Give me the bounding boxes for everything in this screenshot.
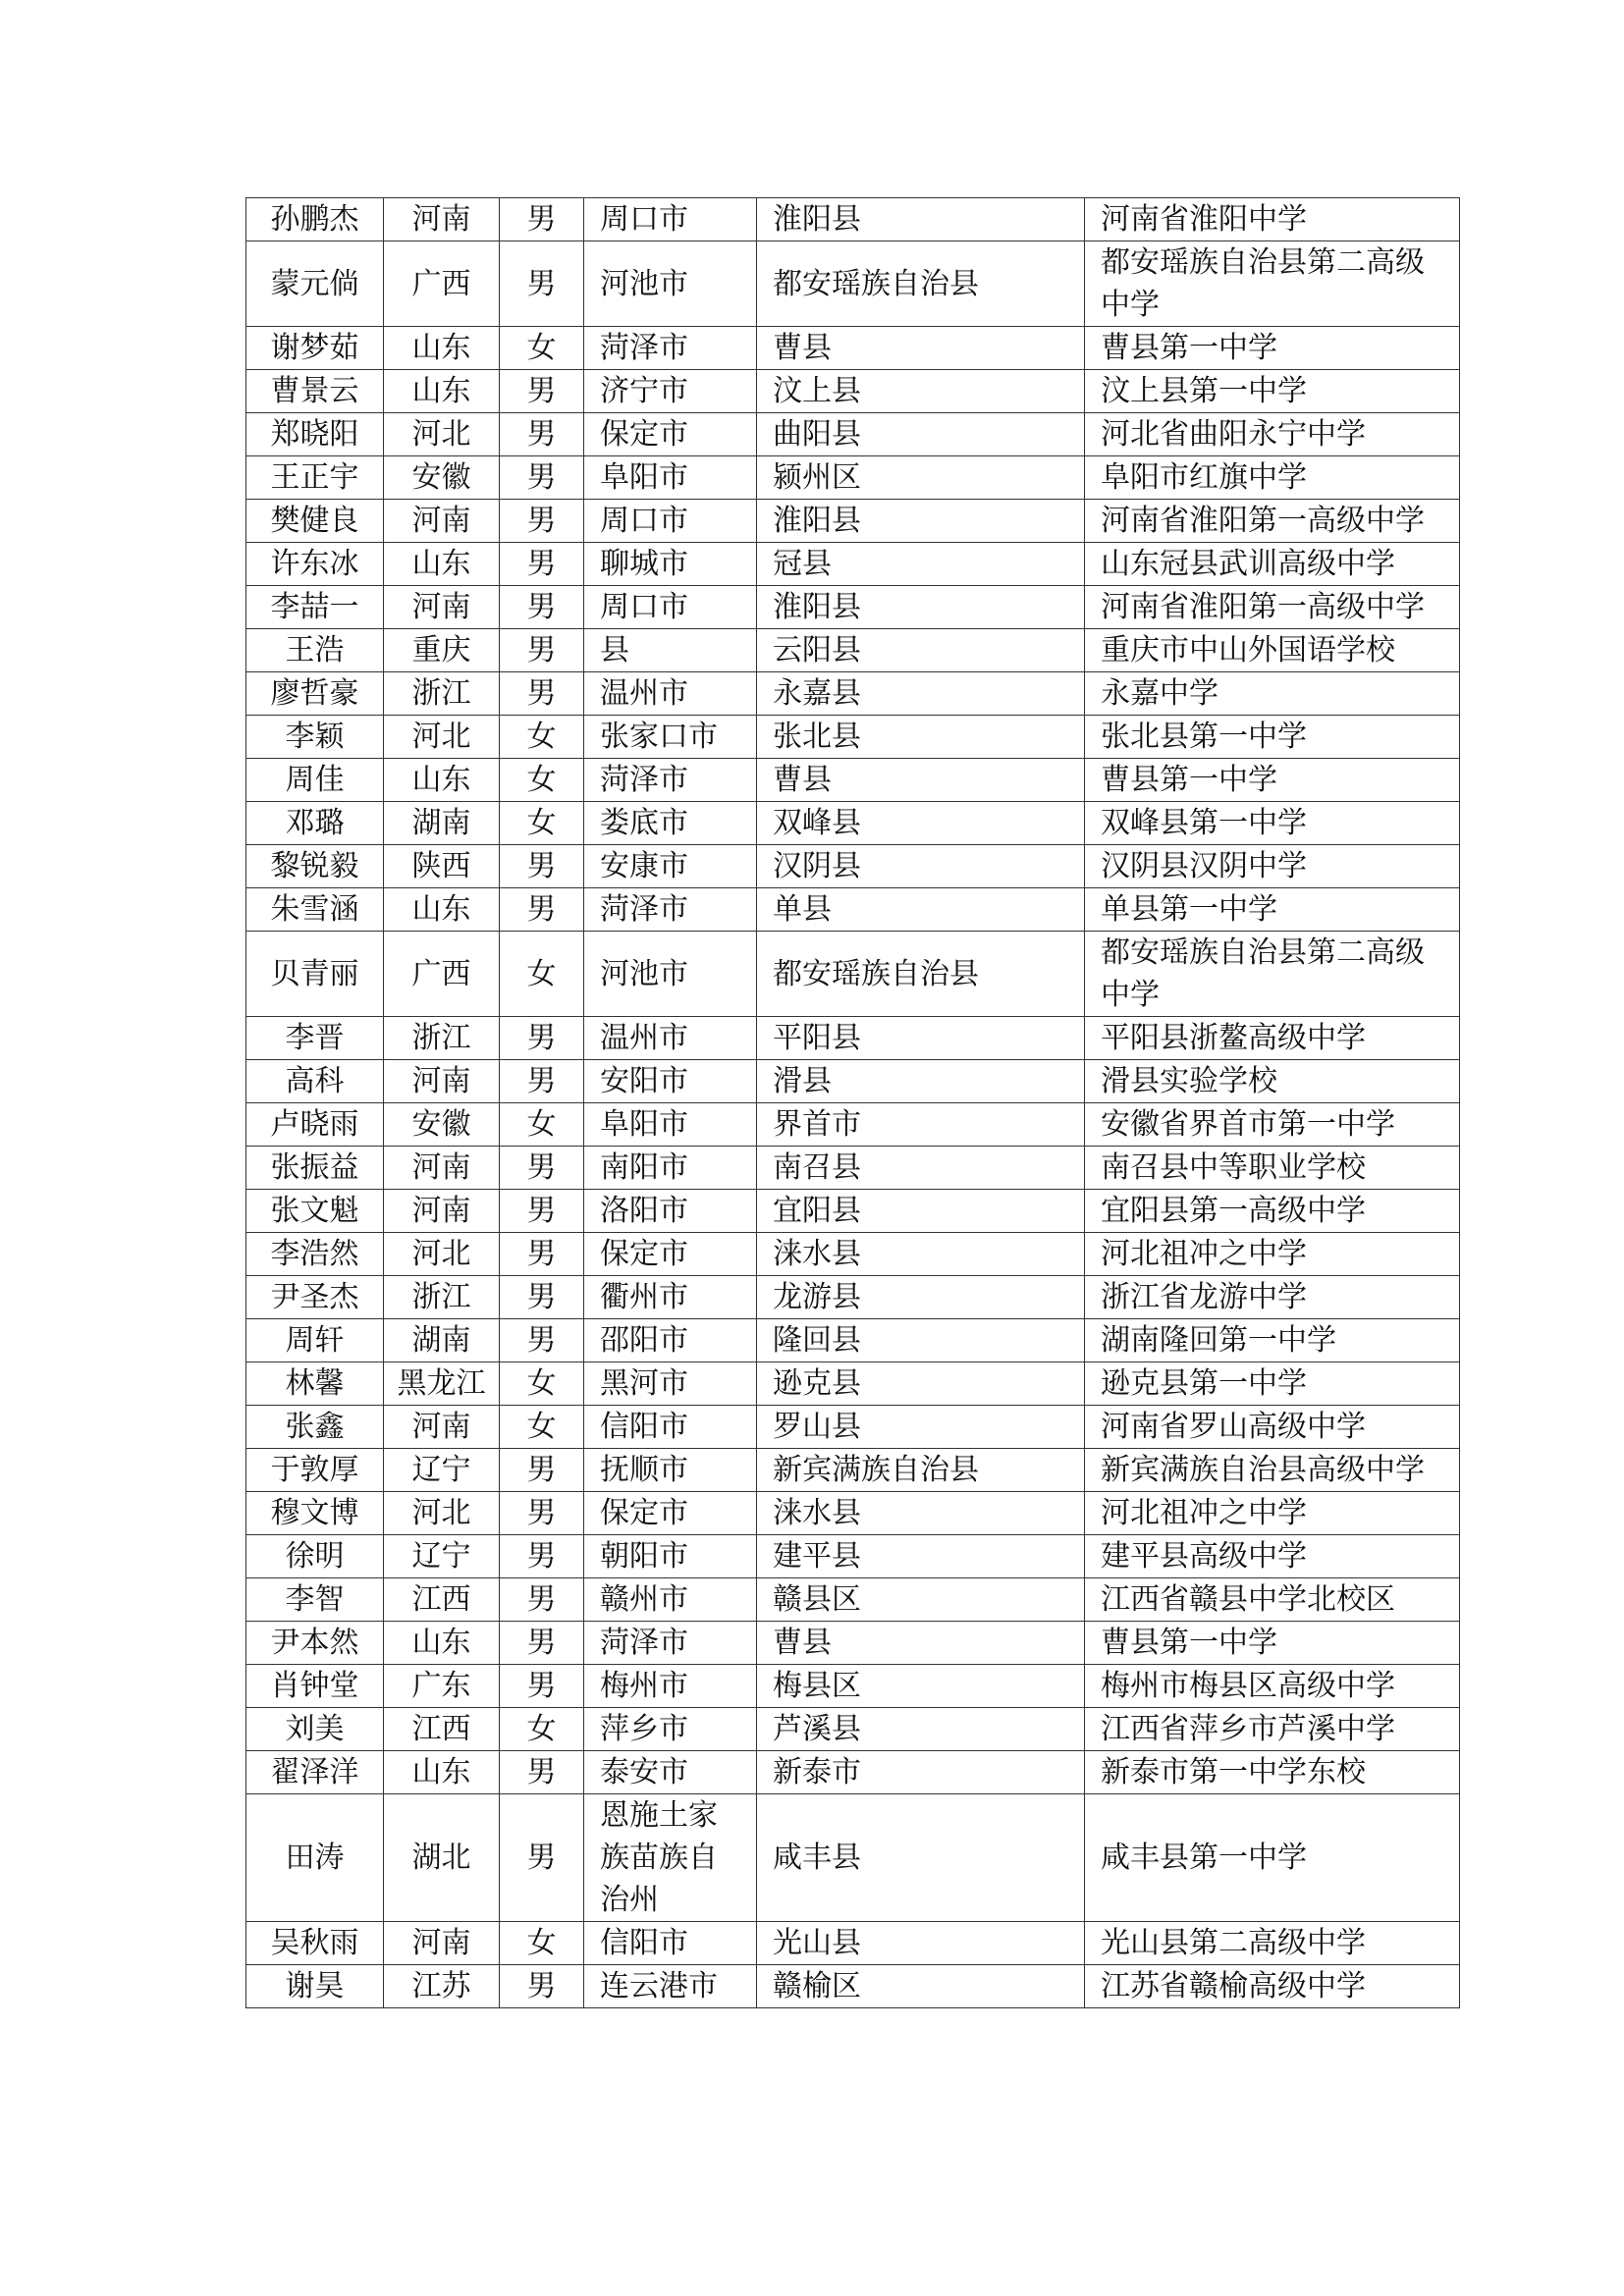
cell-name: 穆文博 xyxy=(246,1492,384,1535)
cell-county: 冠县 xyxy=(757,543,1085,586)
cell-sex: 女 xyxy=(500,1708,584,1751)
cell-city: 恩施土家族苗族自治州 xyxy=(584,1794,757,1922)
cell-city: 梅州市 xyxy=(584,1665,757,1708)
cell-school: 曹县第一中学 xyxy=(1085,327,1460,370)
cell-sex: 女 xyxy=(500,932,584,1017)
cell-province: 辽宁 xyxy=(384,1449,500,1492)
cell-county: 梅县区 xyxy=(757,1665,1085,1708)
cell-sex: 女 xyxy=(500,716,584,759)
cell-city: 张家口市 xyxy=(584,716,757,759)
table-row xyxy=(246,1708,1460,1751)
cell-county: 都安瑶族自治县 xyxy=(757,932,1085,1017)
cell-province: 河北 xyxy=(384,413,500,456)
cell-county: 咸丰县 xyxy=(757,1794,1085,1922)
cell-county: 宜阳县 xyxy=(757,1190,1085,1233)
table-row xyxy=(246,1362,1460,1406)
cell-name: 李颖 xyxy=(246,716,384,759)
cell-name: 郑晓阳 xyxy=(246,413,384,456)
table-row xyxy=(246,327,1460,370)
cell-sex: 女 xyxy=(500,1362,584,1406)
table-row xyxy=(246,1492,1460,1535)
cell-county: 南召县 xyxy=(757,1147,1085,1190)
cell-county: 云阳县 xyxy=(757,629,1085,672)
cell-city: 菏泽市 xyxy=(584,327,757,370)
cell-school: 安徽省界首市第一中学 xyxy=(1085,1103,1460,1147)
cell-name: 尹圣杰 xyxy=(246,1276,384,1319)
cell-sex: 男 xyxy=(500,370,584,413)
cell-county: 曹县 xyxy=(757,327,1085,370)
cell-province: 河南 xyxy=(384,586,500,629)
cell-school: 都安瑶族自治县第二高级中学 xyxy=(1085,932,1460,1017)
cell-school: 河南省淮阳中学 xyxy=(1085,198,1460,241)
cell-city: 萍乡市 xyxy=(584,1708,757,1751)
cell-school: 滑县实验学校 xyxy=(1085,1060,1460,1103)
cell-county: 淮阳县 xyxy=(757,198,1085,241)
cell-city: 娄底市 xyxy=(584,802,757,845)
cell-name: 李浩然 xyxy=(246,1233,384,1276)
cell-school: 湖南隆回第一中学 xyxy=(1085,1319,1460,1362)
cell-school: 汉阴县汉阴中学 xyxy=(1085,845,1460,888)
cell-name: 尹本然 xyxy=(246,1622,384,1665)
cell-school: 江西省萍乡市芦溪中学 xyxy=(1085,1708,1460,1751)
cell-name: 张文魁 xyxy=(246,1190,384,1233)
cell-sex: 男 xyxy=(500,1017,584,1060)
cell-county: 赣榆区 xyxy=(757,1965,1085,2008)
cell-sex: 男 xyxy=(500,1622,584,1665)
cell-sex: 男 xyxy=(500,1665,584,1708)
cell-city: 连云港市 xyxy=(584,1965,757,2008)
cell-name: 许东冰 xyxy=(246,543,384,586)
cell-name: 黎锐毅 xyxy=(246,845,384,888)
cell-city: 洛阳市 xyxy=(584,1190,757,1233)
cell-province: 河南 xyxy=(384,1190,500,1233)
cell-province: 安徽 xyxy=(384,1103,500,1147)
cell-sex: 男 xyxy=(500,500,584,543)
cell-school: 河北省曲阳永宁中学 xyxy=(1085,413,1460,456)
cell-school: 山东冠县武训高级中学 xyxy=(1085,543,1460,586)
table-row xyxy=(246,1017,1460,1060)
cell-school: 永嘉中学 xyxy=(1085,672,1460,716)
cell-sex: 女 xyxy=(500,327,584,370)
table-row xyxy=(246,845,1460,888)
cell-county: 颍州区 xyxy=(757,456,1085,500)
cell-county: 曲阳县 xyxy=(757,413,1085,456)
cell-province: 江苏 xyxy=(384,1965,500,2008)
cell-school: 新泰市第一中学东校 xyxy=(1085,1751,1460,1794)
cell-sex: 男 xyxy=(500,1233,584,1276)
cell-city: 泰安市 xyxy=(584,1751,757,1794)
cell-sex: 男 xyxy=(500,845,584,888)
cell-sex: 女 xyxy=(500,759,584,802)
cell-city: 温州市 xyxy=(584,1017,757,1060)
cell-city: 河池市 xyxy=(584,241,757,327)
cell-school: 河南省淮阳第一高级中学 xyxy=(1085,586,1460,629)
cell-province: 山东 xyxy=(384,1751,500,1794)
table-row xyxy=(246,500,1460,543)
cell-sex: 男 xyxy=(500,543,584,586)
table-row xyxy=(246,1665,1460,1708)
cell-county: 新泰市 xyxy=(757,1751,1085,1794)
cell-province: 河北 xyxy=(384,1492,500,1535)
cell-county: 汶上县 xyxy=(757,370,1085,413)
cell-school: 江西省赣县中学北校区 xyxy=(1085,1578,1460,1622)
cell-province: 山东 xyxy=(384,1622,500,1665)
cell-province: 广东 xyxy=(384,1665,500,1708)
cell-city: 衢州市 xyxy=(584,1276,757,1319)
cell-province: 安徽 xyxy=(384,456,500,500)
cell-school: 河北祖冲之中学 xyxy=(1085,1492,1460,1535)
cell-name: 高科 xyxy=(246,1060,384,1103)
cell-province: 黑龙江 xyxy=(384,1362,500,1406)
cell-city: 保定市 xyxy=(584,1492,757,1535)
cell-county: 隆回县 xyxy=(757,1319,1085,1362)
cell-county: 淮阳县 xyxy=(757,586,1085,629)
cell-sex: 女 xyxy=(500,1103,584,1147)
cell-province: 陕西 xyxy=(384,845,500,888)
cell-sex: 男 xyxy=(500,888,584,932)
cell-sex: 女 xyxy=(500,1922,584,1965)
cell-school: 都安瑶族自治县第二高级中学 xyxy=(1085,241,1460,327)
cell-county: 涞水县 xyxy=(757,1233,1085,1276)
cell-city: 黑河市 xyxy=(584,1362,757,1406)
cell-city: 菏泽市 xyxy=(584,888,757,932)
cell-province: 河南 xyxy=(384,1922,500,1965)
table-row xyxy=(246,1060,1460,1103)
cell-sex: 男 xyxy=(500,1276,584,1319)
cell-sex: 男 xyxy=(500,1060,584,1103)
cell-province: 山东 xyxy=(384,370,500,413)
cell-name: 王浩 xyxy=(246,629,384,672)
cell-province: 浙江 xyxy=(384,1276,500,1319)
cell-province: 广西 xyxy=(384,932,500,1017)
cell-school: 南召县中等职业学校 xyxy=(1085,1147,1460,1190)
cell-city: 保定市 xyxy=(584,1233,757,1276)
cell-name: 周佳 xyxy=(246,759,384,802)
cell-sex: 男 xyxy=(500,1965,584,2008)
table-row xyxy=(246,586,1460,629)
cell-county: 永嘉县 xyxy=(757,672,1085,716)
cell-school: 光山县第二高级中学 xyxy=(1085,1922,1460,1965)
cell-county: 淮阳县 xyxy=(757,500,1085,543)
cell-name: 樊健良 xyxy=(246,500,384,543)
table-row xyxy=(246,1103,1460,1147)
table-row xyxy=(246,1406,1460,1449)
cell-province: 山东 xyxy=(384,759,500,802)
cell-county: 建平县 xyxy=(757,1535,1085,1578)
cell-school: 河北祖冲之中学 xyxy=(1085,1233,1460,1276)
table-row xyxy=(246,1578,1460,1622)
cell-name: 曹景云 xyxy=(246,370,384,413)
cell-name: 谢昊 xyxy=(246,1965,384,2008)
cell-city: 周口市 xyxy=(584,500,757,543)
cell-province: 山东 xyxy=(384,327,500,370)
cell-city: 安康市 xyxy=(584,845,757,888)
cell-city: 菏泽市 xyxy=(584,759,757,802)
cell-province: 广西 xyxy=(384,241,500,327)
cell-name: 田涛 xyxy=(246,1794,384,1922)
cell-province: 江西 xyxy=(384,1578,500,1622)
cell-sex: 女 xyxy=(500,802,584,845)
cell-county: 光山县 xyxy=(757,1922,1085,1965)
cell-province: 江西 xyxy=(384,1708,500,1751)
table-row xyxy=(246,198,1460,241)
cell-sex: 男 xyxy=(500,586,584,629)
cell-school: 咸丰县第一中学 xyxy=(1085,1794,1460,1922)
cell-school: 新宾满族自治县高级中学 xyxy=(1085,1449,1460,1492)
cell-city: 安阳市 xyxy=(584,1060,757,1103)
cell-sex: 男 xyxy=(500,1578,584,1622)
cell-name: 李智 xyxy=(246,1578,384,1622)
cell-province: 河南 xyxy=(384,500,500,543)
table-row xyxy=(246,932,1460,1017)
cell-school: 汶上县第一中学 xyxy=(1085,370,1460,413)
cell-province: 湖南 xyxy=(384,802,500,845)
cell-city: 南阳市 xyxy=(584,1147,757,1190)
cell-name: 徐明 xyxy=(246,1535,384,1578)
cell-school: 曹县第一中学 xyxy=(1085,1622,1460,1665)
cell-city: 朝阳市 xyxy=(584,1535,757,1578)
cell-county: 龙游县 xyxy=(757,1276,1085,1319)
table-row xyxy=(246,370,1460,413)
cell-province: 山东 xyxy=(384,543,500,586)
cell-sex: 男 xyxy=(500,198,584,241)
table-row xyxy=(246,716,1460,759)
cell-city: 县 xyxy=(584,629,757,672)
cell-sex: 男 xyxy=(500,1190,584,1233)
table-row xyxy=(246,1622,1460,1665)
cell-sex: 男 xyxy=(500,1794,584,1922)
student-table xyxy=(245,197,1460,2008)
cell-county: 双峰县 xyxy=(757,802,1085,845)
cell-city: 信阳市 xyxy=(584,1406,757,1449)
table-row xyxy=(246,1190,1460,1233)
table-row xyxy=(246,1535,1460,1578)
cell-city: 信阳市 xyxy=(584,1922,757,1965)
cell-name: 张鑫 xyxy=(246,1406,384,1449)
cell-city: 温州市 xyxy=(584,672,757,716)
cell-city: 阜阳市 xyxy=(584,456,757,500)
cell-province: 湖南 xyxy=(384,1319,500,1362)
table-row xyxy=(246,1233,1460,1276)
cell-school: 河南省淮阳第一高级中学 xyxy=(1085,500,1460,543)
cell-school: 阜阳市红旗中学 xyxy=(1085,456,1460,500)
cell-sex: 女 xyxy=(500,1406,584,1449)
cell-city: 邵阳市 xyxy=(584,1319,757,1362)
cell-province: 浙江 xyxy=(384,1017,500,1060)
cell-county: 滑县 xyxy=(757,1060,1085,1103)
cell-school: 曹县第一中学 xyxy=(1085,759,1460,802)
cell-school: 逊克县第一中学 xyxy=(1085,1362,1460,1406)
cell-name: 张振益 xyxy=(246,1147,384,1190)
cell-city: 周口市 xyxy=(584,198,757,241)
cell-name: 贝青丽 xyxy=(246,932,384,1017)
cell-sex: 男 xyxy=(500,413,584,456)
cell-name: 吴秋雨 xyxy=(246,1922,384,1965)
cell-sex: 男 xyxy=(500,1319,584,1362)
cell-sex: 男 xyxy=(500,1449,584,1492)
cell-name: 翟泽洋 xyxy=(246,1751,384,1794)
cell-name: 孙鹏杰 xyxy=(246,198,384,241)
cell-county: 涞水县 xyxy=(757,1492,1085,1535)
cell-sex: 男 xyxy=(500,629,584,672)
cell-county: 界首市 xyxy=(757,1103,1085,1147)
cell-name: 蒙元倘 xyxy=(246,241,384,327)
cell-name: 王正宇 xyxy=(246,456,384,500)
cell-school: 浙江省龙游中学 xyxy=(1085,1276,1460,1319)
cell-school: 梅州市梅县区高级中学 xyxy=(1085,1665,1460,1708)
cell-county: 单县 xyxy=(757,888,1085,932)
cell-sex: 男 xyxy=(500,1492,584,1535)
cell-province: 湖北 xyxy=(384,1794,500,1922)
cell-sex: 男 xyxy=(500,241,584,327)
cell-school: 江苏省赣榆高级中学 xyxy=(1085,1965,1460,2008)
cell-province: 河北 xyxy=(384,1233,500,1276)
cell-county: 都安瑶族自治县 xyxy=(757,241,1085,327)
cell-county: 赣县区 xyxy=(757,1578,1085,1622)
cell-province: 河南 xyxy=(384,1060,500,1103)
cell-sex: 男 xyxy=(500,672,584,716)
cell-school: 双峰县第一中学 xyxy=(1085,802,1460,845)
cell-province: 河南 xyxy=(384,198,500,241)
cell-name: 李喆一 xyxy=(246,586,384,629)
cell-city: 菏泽市 xyxy=(584,1622,757,1665)
table-row xyxy=(246,543,1460,586)
cell-county: 曹县 xyxy=(757,759,1085,802)
cell-name: 卢晓雨 xyxy=(246,1103,384,1147)
cell-sex: 男 xyxy=(500,1751,584,1794)
cell-name: 谢梦茹 xyxy=(246,327,384,370)
cell-name: 肖钟堂 xyxy=(246,1665,384,1708)
cell-county: 张北县 xyxy=(757,716,1085,759)
cell-city: 抚顺市 xyxy=(584,1449,757,1492)
cell-name: 廖哲豪 xyxy=(246,672,384,716)
cell-school: 张北县第一中学 xyxy=(1085,716,1460,759)
table-row xyxy=(246,1449,1460,1492)
table-row xyxy=(246,802,1460,845)
table-row xyxy=(246,1276,1460,1319)
cell-city: 赣州市 xyxy=(584,1578,757,1622)
cell-province: 山东 xyxy=(384,888,500,932)
cell-county: 汉阴县 xyxy=(757,845,1085,888)
cell-city: 济宁市 xyxy=(584,370,757,413)
cell-city: 聊城市 xyxy=(584,543,757,586)
cell-school: 宜阳县第一高级中学 xyxy=(1085,1190,1460,1233)
cell-province: 河南 xyxy=(384,1147,500,1190)
cell-county: 芦溪县 xyxy=(757,1708,1085,1751)
cell-school: 建平县高级中学 xyxy=(1085,1535,1460,1578)
table-row xyxy=(246,413,1460,456)
cell-county: 曹县 xyxy=(757,1622,1085,1665)
cell-school: 平阳县浙鳌高级中学 xyxy=(1085,1017,1460,1060)
cell-name: 周轩 xyxy=(246,1319,384,1362)
cell-province: 河北 xyxy=(384,716,500,759)
cell-school: 单县第一中学 xyxy=(1085,888,1460,932)
cell-school: 重庆市中山外国语学校 xyxy=(1085,629,1460,672)
table-row xyxy=(246,888,1460,932)
table-body xyxy=(246,198,1460,2008)
table-row xyxy=(246,1965,1460,2008)
cell-county: 平阳县 xyxy=(757,1017,1085,1060)
cell-city: 保定市 xyxy=(584,413,757,456)
table-row xyxy=(246,672,1460,716)
cell-province: 重庆 xyxy=(384,629,500,672)
table-row xyxy=(246,629,1460,672)
cell-city: 阜阳市 xyxy=(584,1103,757,1147)
cell-name: 林馨 xyxy=(246,1362,384,1406)
table-row xyxy=(246,1319,1460,1362)
cell-province: 辽宁 xyxy=(384,1535,500,1578)
cell-sex: 男 xyxy=(500,1535,584,1578)
cell-city: 周口市 xyxy=(584,586,757,629)
cell-county: 逊克县 xyxy=(757,1362,1085,1406)
cell-county: 新宾满族自治县 xyxy=(757,1449,1085,1492)
cell-name: 朱雪涵 xyxy=(246,888,384,932)
cell-name: 李晋 xyxy=(246,1017,384,1060)
cell-sex: 男 xyxy=(500,456,584,500)
table-row xyxy=(246,241,1460,327)
cell-sex: 男 xyxy=(500,1147,584,1190)
table-row xyxy=(246,456,1460,500)
table-row xyxy=(246,1794,1460,1922)
cell-name: 邓璐 xyxy=(246,802,384,845)
table-row xyxy=(246,1922,1460,1965)
cell-county: 罗山县 xyxy=(757,1406,1085,1449)
cell-school: 河南省罗山高级中学 xyxy=(1085,1406,1460,1449)
cell-province: 浙江 xyxy=(384,672,500,716)
cell-name: 于敦厚 xyxy=(246,1449,384,1492)
table-row xyxy=(246,1751,1460,1794)
table-row xyxy=(246,1147,1460,1190)
cell-province: 河南 xyxy=(384,1406,500,1449)
table-row xyxy=(246,759,1460,802)
cell-name: 刘美 xyxy=(246,1708,384,1751)
cell-city: 河池市 xyxy=(584,932,757,1017)
